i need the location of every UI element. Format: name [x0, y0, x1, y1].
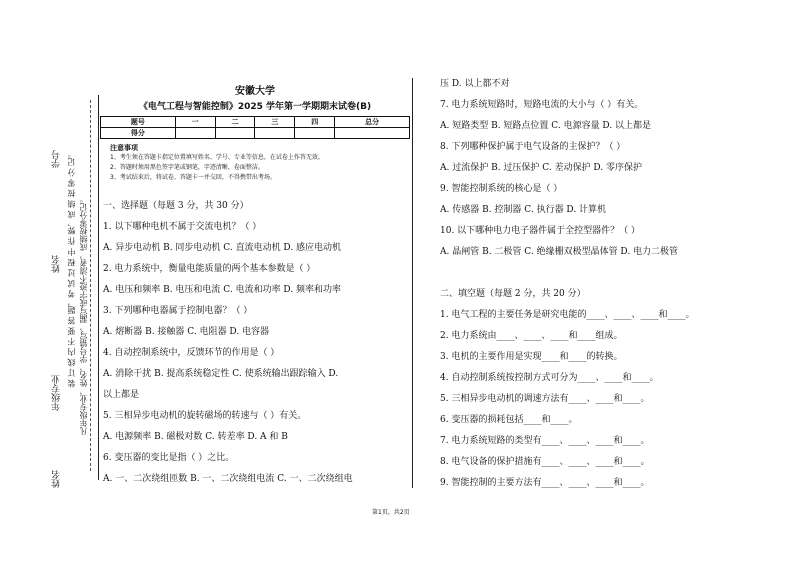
question-line: 二、填空题（每题 2 分，共 20 分） — [440, 289, 586, 299]
score-cell: 总分 — [335, 117, 410, 128]
question-line — [440, 263, 694, 284]
question-line: 8. 电气设备的保护措施有____、____、____和____。 — [440, 457, 650, 467]
binding-line — [98, 95, 99, 480]
university-name: 安徽大学 — [235, 86, 275, 97]
question-line: 4. 自动控制系统中，反馈环节的作用是（ ） — [103, 348, 280, 358]
question-line: 以上都是 — [103, 390, 140, 400]
name-label-bottom: 姓名 — [52, 470, 62, 488]
question-line: A. 短路类型 B. 短路点位置 C. 电源容量 D. 以上都是 — [440, 121, 652, 131]
question-line: 9. 智能控制系统的核心是（ ） — [440, 184, 563, 194]
page-footer: 第1页，共2页 — [372, 509, 410, 516]
score-cell: 二 — [215, 117, 255, 128]
question-line: 4. 自动控制系统按控制方式可分为____、____和____。 — [440, 373, 659, 383]
question-line: A. 传感器 B. 控制器 C. 执行器 D. 计算机 — [440, 205, 607, 215]
note-item: 3、考试结束后，将试卷、答题卡一并交回，不得携带出考场。 — [110, 174, 276, 181]
column-divider — [412, 78, 413, 488]
question-line: 10. 以下哪种电力电子器件属于全控型器件？（ ） — [440, 226, 641, 236]
question-line: 5. 三相异步电动机的旋转磁场的转速与（ ）有关。 — [103, 411, 307, 421]
binding-warning-1: 装 订 线 内 不 要 答 题，考 试 过 程 中 作 弊，成 绩 按 零 分 记。 — [67, 150, 76, 388]
question-line: A. 熔断器 B. 接触器 C. 电阻器 D. 电容器 — [103, 327, 270, 337]
score-cell: 三 — [255, 117, 295, 128]
question-line: 7. 电力系统短路的类型有____、____、____和____。 — [440, 436, 650, 446]
question-line: 6. 变压器的损耗包括____和____。 — [440, 415, 578, 425]
cut-line — [90, 100, 91, 471]
question-line: 1. 电气工程的主要任务是研究电能的____、____、____和____。 — [440, 310, 695, 320]
score-cell[interactable] — [215, 128, 255, 139]
question-line: 7. 电力系统短路时，短路电流的大小与（ ）有关。 — [440, 100, 644, 110]
score-table-row-score — [101, 128, 410, 139]
question-line: 9. 智能控制的主要方法有____、____、____和____。 — [440, 478, 650, 488]
question-line: 2. 电力系统由____、____、____和____组成。 — [440, 331, 623, 341]
score-cell[interactable] — [175, 128, 215, 139]
score-cell[interactable] — [295, 128, 335, 139]
score-cell[interactable] — [255, 128, 295, 139]
score-cell: 一 — [175, 117, 215, 128]
right-question-column — [440, 74, 694, 494]
question-line: A. 消除干扰 B. 提高系统稳定性 C. 使系统输出跟踪输入 D. — [103, 369, 339, 379]
score-table-row-header — [101, 117, 410, 128]
exam-notes — [110, 143, 324, 183]
question-line: 一、选择题（每题 3 分，共 30 分） — [103, 201, 249, 211]
question-line: 2. 电力系统中，衡量电能质量的两个基本参数是（ ） — [103, 264, 316, 274]
question-line: 8. 下列哪种保护属于电气设备的主保护？（ ） — [440, 142, 626, 152]
name-label: 姓名 — [52, 255, 62, 273]
score-cell: 四 — [295, 117, 335, 128]
left-question-column — [103, 196, 353, 490]
question-line: 压 D. 以上都不对 — [440, 79, 510, 89]
question-line: 1. 以下哪种电机不属于交流电机？（ ） — [103, 222, 262, 232]
question-line: A. 一、二次绕组匝数 B. 一、二次绕组电流 C. 一、二次绕组电 — [103, 474, 353, 484]
question-line: A. 晶闸管 B. 二极管 C. 绝缘栅双极型晶体管 D. 电力二极管 — [440, 247, 679, 257]
question-line: A. 电源频率 B. 磁极对数 C. 转差率 D. A 和 B — [103, 432, 288, 442]
score-cell[interactable] — [335, 128, 410, 139]
score-cell: 得分 — [101, 128, 176, 139]
binding-warning-2: 凡年级专业、姓名、学号错写、漏写或字迹不清者，成绩按零分记。 — [79, 195, 88, 435]
student-id-label: 学号 — [52, 150, 62, 168]
score-table — [100, 116, 410, 139]
question-line: 6. 变压器的变比是指（ ）之比。 — [103, 453, 235, 463]
grade-major-label: 年级专业 — [52, 375, 62, 411]
question-line: A. 异步电动机 B. 同步电动机 C. 直流电动机 D. 感应电动机 — [103, 243, 342, 253]
notes-heading: 注意事项 — [110, 144, 138, 152]
score-cell: 题号 — [101, 117, 176, 128]
question-line: A. 过流保护 B. 过压保护 C. 差动保护 D. 零序保护 — [440, 163, 643, 173]
question-line: 3. 下列哪种电器属于控制电器？（ ） — [103, 306, 253, 316]
question-line: 5. 三相异步电动机的调速方法有____、____和____。 — [440, 394, 650, 404]
note-item: 1、考生须在答题卡指定位置填写姓名、学号、专业等信息，在试卷上作答无效。 — [110, 154, 324, 161]
question-line: A. 电压和频率 B. 电压和电流 C. 电流和功率 D. 频率和功率 — [103, 285, 342, 295]
exam-title: 《电气工程与智能控制》2025 学年第一学期期末试卷(B) — [138, 102, 372, 112]
note-item: 2、答题时须用黑色签字笔或钢笔，字迹清晰，卷面整洁。 — [110, 164, 264, 171]
question-line: 3. 电机的主要作用是实现____和____的转换。 — [440, 352, 623, 362]
